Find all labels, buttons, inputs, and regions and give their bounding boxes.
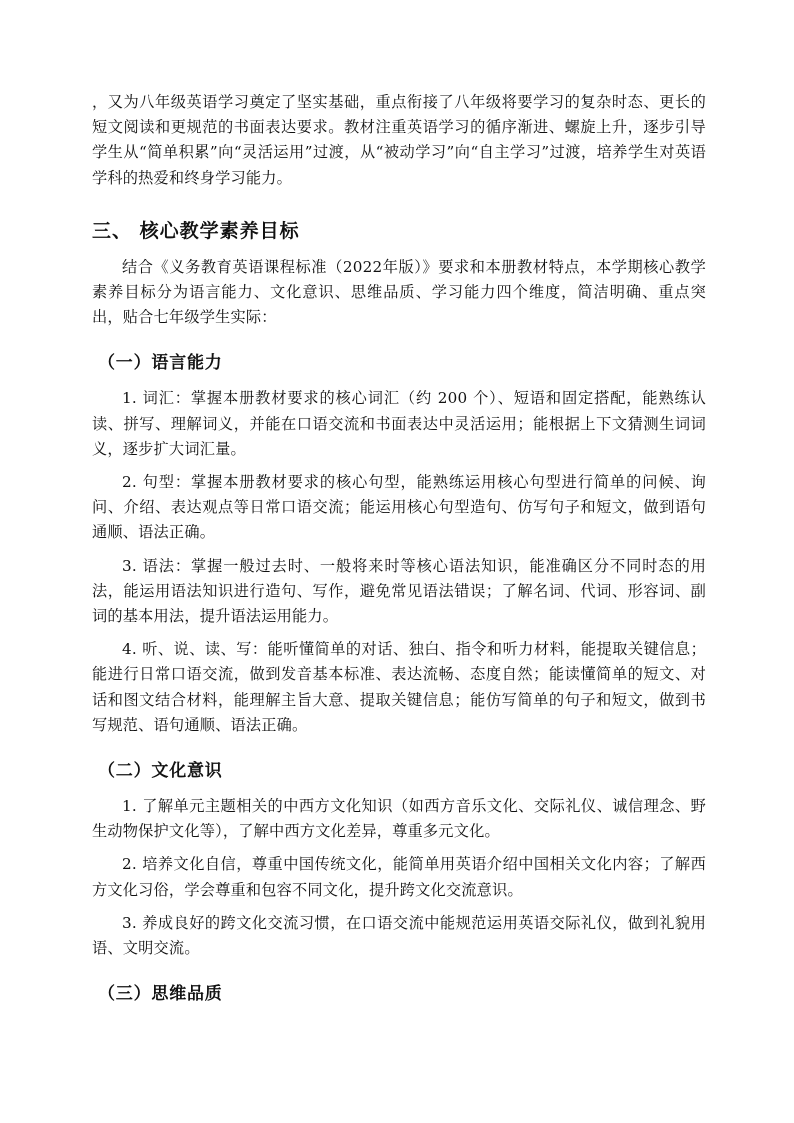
section-3-intro-paragraph: 结合《义务教育英语课程标准（2022年版）》要求和本册教材特点，本学期核心教学素养目标分为语言能力、文化意识、思维品质、学习能力四个维度，简洁明确、重点突出，贴合七年级学生实际：	[92, 257, 706, 327]
language-item-listening-speaking-reading-writing: 4. 听、说、读、写：能听懂简单的对话、独白、指令和听力材料，能提取关键信息；能进行日常口语交流，做到发音基本标准、表达流畅、态度自然；能读懂简单的短文、对话和图文结合材料，能理解主旨大意、提取关键信息；能仿写简单的句子和短文，做到书写规范、语句通顺、语法正确。	[92, 640, 706, 734]
language-item-vocabulary: 1. 词汇：掌握本册教材要求的核心词汇（约 200 个）、短语和固定搭配，能熟练认读、拼写、理解词义，并能在口语交流和书面表达中灵活运用；能根据上下文猜测生词词义，逐步扩大词汇量。	[92, 389, 706, 458]
culture-item-2: 2. 培养文化自信，尊重中国传统文化，能简单用英语介绍中国相关文化内容；了解西方文化习俗，学会尊重和包容不同文化，提升跨文化交流意识。	[92, 855, 706, 899]
section-3-heading: 三、 核心教学素养目标	[92, 219, 300, 242]
language-item-grammar: 3. 语法：掌握一般过去时、一般将来时等核心语法知识，能准确区分不同时态的用法，能运用语法知识进行造句、写作，避免常见语法错误；了解名词、代词、形容词、副词的基本用法，提升语法运用能力。	[92, 556, 706, 626]
document-page	[92, 90, 706, 1007]
subsection-thinking-quality-heading: （三）思维品质	[98, 984, 223, 1005]
culture-item-3: 3. 养成良好的跨文化交流习惯，在口语交流中能规范运用英语交际礼仪，做到礼貌用语、文明交流。	[92, 913, 706, 958]
subsection-cultural-awareness-heading: （二）文化意识	[98, 761, 223, 782]
intro-paragraph: ，又为八年级英语学习奠定了坚实基础，重点衔接了八年级将要学习的复杂时态、更长的短文阅读和更规范的书面表达要求。教材注重英语学习的循序渐进、螺旋上升，逐步引导学生从“简单积累”向“灵活运用”过渡，从“被动学习”向“自主学习”过渡，培养学生对英语学科的热爱和终身学习能力。	[92, 93, 706, 187]
culture-item-1: 1. 了解单元主题相关的中西方文化知识（如西方音乐文化、交际礼仪、诚信理念、野生动物保护文化等），了解中西方文化差异，尊重多元文化。	[92, 797, 706, 841]
language-item-sentence-patterns: 2. 句型：掌握本册教材要求的核心句型，能熟练运用核心句型进行简单的问候、询问、介绍、表达观点等日常口语交流；能运用核心句型造句、仿写句子和短文，做到语句通顺、语法正确。	[92, 473, 706, 542]
subsection-language-ability-heading: （一）语言能力	[98, 353, 223, 374]
